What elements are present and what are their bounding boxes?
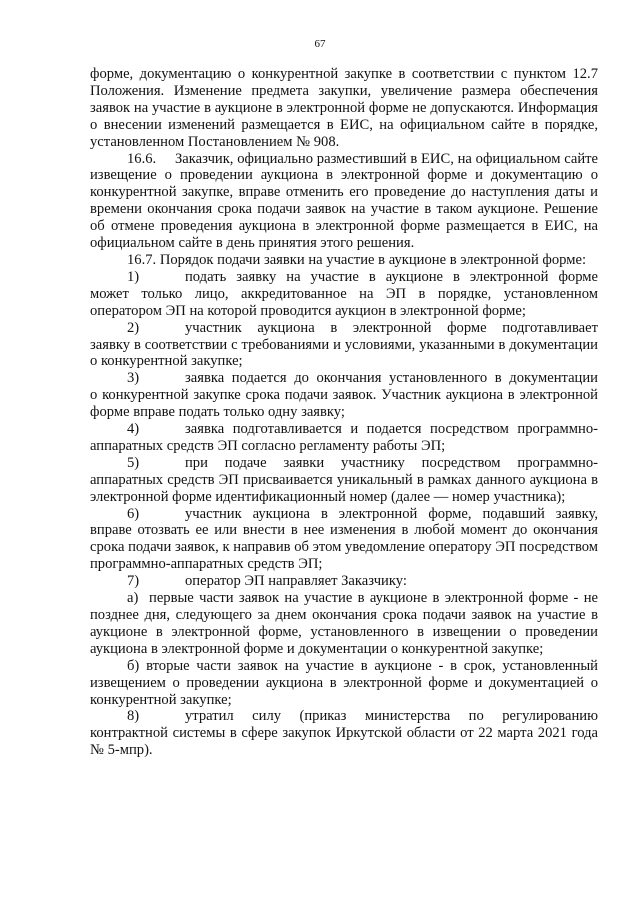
- list-item-final: [90, 708, 598, 759]
- list-item-text: о конкурентной закупке срока подачи заявок. Участник аукциона в электронной форме вправе подать только одну заявку;: [90, 387, 598, 421]
- list-item-first-line: заявка подготавливается и подается посредством программно-: [185, 421, 598, 438]
- sub-paragraph-a: а) первые части заявок на участие в аукционе в электронной форме - не позднее дня, следующего за днем окончания срока подачи заявок на участие в аукционе в электронной форме, установленного в извещении о проведении аукциона в электронной форме и документации о конкурентной закупке;: [90, 590, 598, 657]
- list-item-number: 5): [127, 454, 140, 471]
- list-item-number: 3): [127, 370, 140, 387]
- list-item-number: 8): [127, 708, 140, 725]
- list-item: [90, 455, 598, 506]
- list-item-first-line: заявка подается до окончания установленного в документации: [185, 370, 598, 387]
- list-item-first-line: участник аукциона в электронной форме подготавливает: [185, 319, 598, 336]
- list-item-first-line: при подаче заявки участнику посредством программно-: [185, 454, 598, 471]
- paragraph-16-7: 16.7. Порядок подачи заявки на участие в аукционе в электронной форме:: [127, 251, 587, 268]
- document-body: [90, 66, 598, 759]
- list-item-text: аппаратных средств ЭП согласно регламенту работы ЭП;: [90, 437, 446, 454]
- list-item-text: аппаратных средств ЭП присваивается уникальный в рамках данного аукциона в электронной форме идентификационный номер (далее — номер участника);: [90, 471, 598, 505]
- list-item-first-line: оператор ЭП направляет Заказчику:: [185, 573, 407, 590]
- list-item-text: может только лицо, аккредитованное на ЭП в порядке, установленном оператором ЭП на которой проводится аукцион в электронной форме;: [90, 285, 598, 319]
- list-item: [90, 573, 598, 590]
- list-item-number: 2): [127, 319, 140, 336]
- list-item: [90, 370, 598, 421]
- list-item-first-line: участник аукциона в электронной форме, подавший заявку,: [185, 505, 598, 522]
- list-item: [90, 320, 598, 371]
- list-item: [90, 506, 598, 574]
- list-item-number: 4): [127, 421, 140, 438]
- paragraph-continuation: форме, документацию о конкурентной закупке в соответствии с пунктом 12.7 Положения. Изменение предмета закупки, увеличение размера обеспечения заявок на участие в аукционе в электронной форме не допускаются. Информация о внесении изменений размещается в ЕИС, на официальном сайте в порядке, установленном Постановлением № 908.: [90, 66, 598, 150]
- list-item-text: заявку в соответствии с требованиями и условиями, указанными в документации о конкурентной закупке;: [90, 336, 598, 370]
- list-item-number: 6): [127, 505, 140, 522]
- paragraph-16-6: 16.6. Заказчик, официально разместивший в ЕИС, на официальном сайте извещение о проведении аукциона в электронной форме и документацию о конкурентной закупке, вправе отменить его проведение до наступления даты и времени окончания срока подачи заявок на участие в таком аукционе. Решение об отмене проведения аукциона в электронной форме размещается в ЕИС, на официальном сайте в день принятия этого решения.: [90, 150, 598, 252]
- list-item-number: 1): [127, 268, 140, 285]
- list-item-number: 7): [127, 573, 140, 590]
- list-item-first-line: утратил силу (приказ министерства по регулированию: [185, 708, 598, 725]
- list-item-first-line: подать заявку на участие в аукционе в электронной форме: [185, 268, 598, 285]
- list-item: [90, 269, 598, 320]
- sub-paragraph-b: б) вторые части заявок на участие в аукционе - в срок, установленный извещением о проведении аукциона в электронной форме и документацией о конкурентной закупке;: [90, 657, 598, 708]
- page-number: 67: [314, 38, 326, 50]
- list-item: [90, 421, 598, 455]
- list-item-text: контрактной системы в сфере закупок Иркутской области от 22 марта 2021 года № 5-мпр).: [90, 725, 598, 759]
- list-item-text: вправе отозвать ее или внести в нее изменения в любой момент до окончания срока подачи заявок, к направив об этом уведомление оператору ЭП посредством программно-аппаратных средств ЭП;: [90, 522, 598, 573]
